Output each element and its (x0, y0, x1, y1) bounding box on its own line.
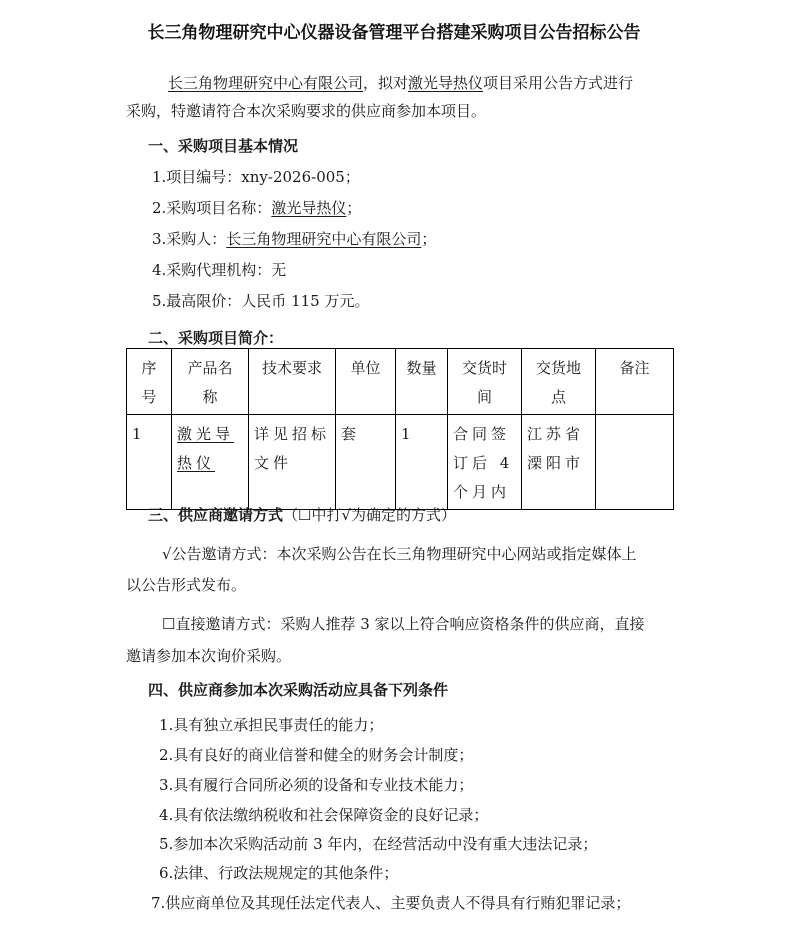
condition-item: 5.参加本次采购活动前 3 年内，在经营活动中没有重大违法记录； (159, 835, 598, 853)
header-cell-name: 产品名 称 (172, 349, 249, 415)
header-cell-unit: 单位 (336, 349, 396, 415)
project-name-end: ； (346, 199, 362, 217)
section3-heading-note: （☐中打√为确定的方式） (283, 506, 457, 524)
header-cell-qty: 数量 (396, 349, 448, 415)
buyer-link[interactable]: 长三角物理研究中心有限公司 (168, 74, 364, 92)
intro-line-1 (168, 72, 633, 93)
cell-unit: 套 (336, 415, 396, 510)
condition-item: 2.具有良好的商业信誉和健全的财务会计制度； (159, 746, 474, 764)
cell-name[interactable]: 激光导 热仪 (172, 415, 249, 510)
intro-mid: ，拟对 (363, 74, 409, 92)
table-header-row (127, 349, 674, 415)
condition-item: 4.具有依法缴纳税收和社会保障资金的良好记录； (159, 806, 489, 824)
cell-note (596, 415, 674, 510)
purchaser (152, 228, 436, 249)
intro-line-2: 采购，特邀请符合本次采购要求的供应商参加本项目。 (126, 102, 487, 120)
header-cell-place: 交货地 点 (522, 349, 596, 415)
invite-option-announcement: √公告邀请方式：本次采购公告在长三角物理研究中心网站或指定媒体上 (162, 545, 637, 563)
cell-qty: 1 (396, 415, 448, 510)
max-price: 5.最高限价：人民币 115 万元。 (152, 292, 370, 310)
cell-time: 合同签 订后 4 个月内 (448, 415, 522, 510)
project-name-link[interactable]: 激光导热仪 (271, 199, 347, 217)
items-table (126, 348, 674, 510)
section1-heading: 一、采购项目基本情况 (148, 137, 299, 155)
header-cell-note: 备注 (596, 349, 674, 415)
invite-option-direct-cont: 邀请参加本次询价采购。 (126, 647, 292, 665)
section3-heading-text: 三、供应商邀请方式 (148, 506, 284, 524)
project-name-label: 2.采购项目名称： (152, 199, 272, 217)
condition-item: 1.具有独立承担民事责任的能力； (159, 716, 384, 734)
invite-option-direct: ☐直接邀请方式：采购人推荐 3 家以上符合响应资格条件的供应商，直接 (162, 615, 645, 633)
section3-heading (148, 504, 456, 525)
project-name (152, 197, 361, 218)
cell-no: 1 (127, 415, 172, 510)
condition-item: 7.供应商单位及其现任法定代表人、主要负责人不得具有行贿犯罪记录； (151, 894, 631, 912)
item-link[interactable]: 激光导热仪 (408, 74, 484, 92)
header-cell-time: 交货时 间 (448, 349, 522, 415)
intro-tail: 项目采用公告方式进行 (483, 74, 634, 92)
project-number: 1.项目编号：xny-2026-005； (152, 168, 360, 186)
cell-tech: 详见招标 文件 (249, 415, 336, 510)
agency: 4.采购代理机构：无 (152, 261, 287, 279)
condition-item: 6.法律、行政法规规定的其他条件； (159, 864, 399, 882)
condition-item: 3.具有履行合同所必须的设备和专业技术能力； (159, 776, 474, 794)
cell-place: 江苏省 溧阳市 (522, 415, 596, 510)
document-title: 长三角物理研究中心仪器设备管理平台搭建采购项目公告招标公告 (147, 23, 641, 43)
purchaser-link[interactable]: 长三角物理研究中心有限公司 (226, 230, 422, 248)
table-row (127, 415, 674, 510)
purchaser-end: ； (421, 230, 437, 248)
invite-option-announcement-cont: 以公告形式发布。 (126, 576, 247, 594)
header-cell-no: 序 号 (127, 349, 172, 415)
header-cell-tech: 技术要求 (249, 349, 336, 415)
purchaser-label: 3.采购人： (152, 230, 227, 248)
section2-heading: 二、采购项目简介： (148, 329, 284, 347)
section4-heading: 四、供应商参加本次采购活动应具备下列条件 (148, 681, 449, 699)
